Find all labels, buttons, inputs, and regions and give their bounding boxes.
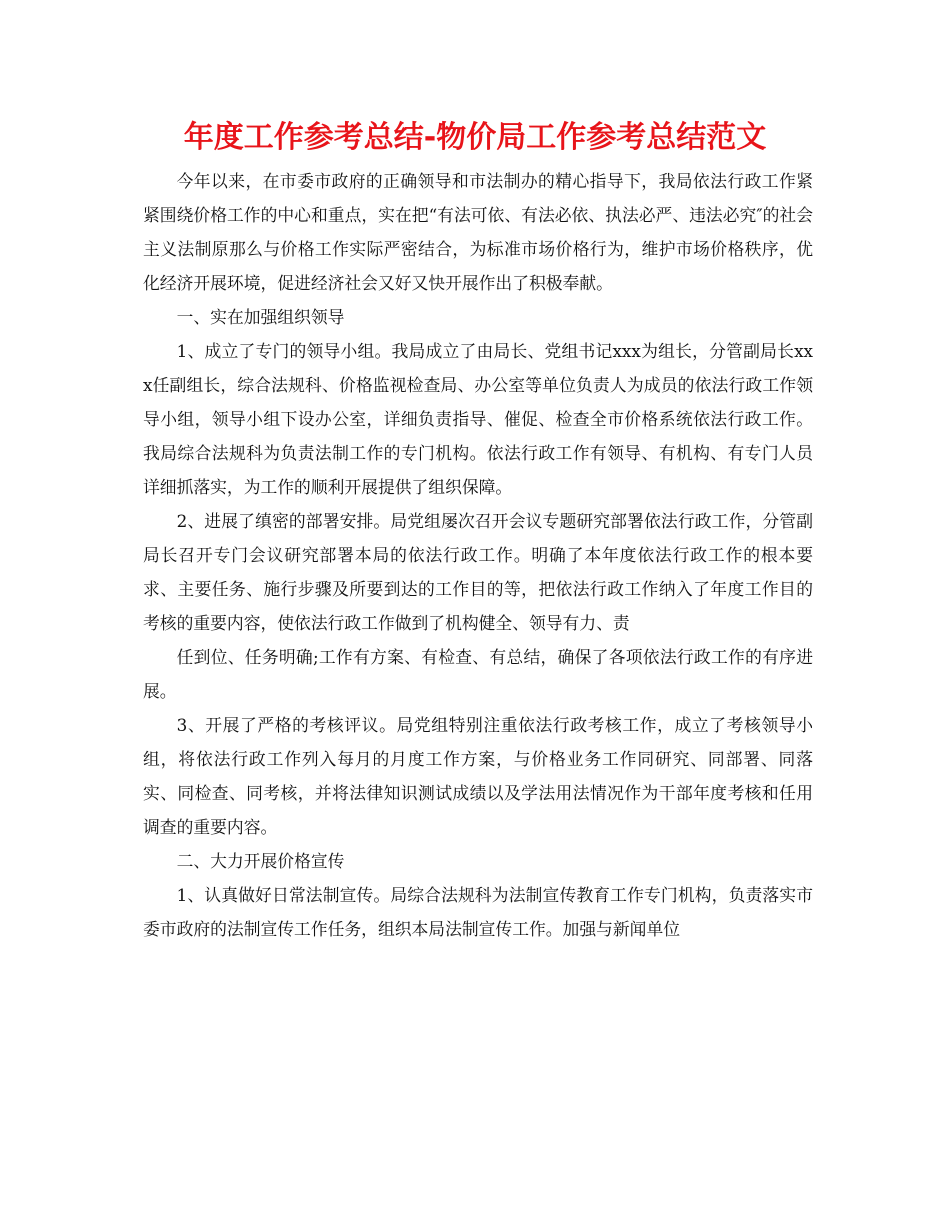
paragraph-1-1: 1、成立了专门的领导小组。我局成立了由局长、党组书记xxx为组长，分管副局长xxx任副组长，综合法规科、价格监视检查局、办公室等单位负责人为成员的依法行政工作领导小组，领导小组下设办公室，详细负责指导、催促、检查全市价格系统依法行政工作。我局综合法规科为负责法制工作的专门机构。依法行政工作有领导、有机构、有专门人员详细抓落实，为工作的顺利开展提供了组织保障。 [143, 341, 813, 497]
paragraph-1-2: 2、进展了缜密的部署安排。局党组屡次召开会议专题研究部署依法行政工作，分管副局长召开专门会议研究部署本局的依法行政工作。明确了本年度依法行政工作的根本要求、主要任务、施行步骤及所要到达的工作目的等，把依法行政工作纳入了年度工作目的考核的重要内容，使依法行政工作做到了机构健全、领导有力、责 [143, 511, 813, 633]
paragraph-1-3: 3、开展了严格的考核评议。局党组特别注重依法行政考核工作，成立了考核领导小组，将依法行政工作列入每月的月度工作方案，与价格业务工作同研究、同部署、同落实、同检查、同考核，并将法律知识测试成绩以及学法用法情况作为干部年度考核和任用调查的重要内容。 [143, 715, 813, 837]
document-body [143, 164, 813, 946]
paragraph-2-1: 1、认真做好日常法制宣传。局综合法规科为法制宣传教育工作专门机构，负责落实市委市政府的法制宣传工作任务，组织本局法制宣传工作。加强与新闻单位 [143, 885, 813, 939]
section-heading-2: 二、大力开展价格宣传 [176, 851, 345, 871]
section-heading-1: 一、实在加强组织领导 [176, 307, 345, 327]
paragraph-1-2-continued: 任到位、任务明确;工作有方案、有检查、有总结，确保了各项依法行政工作的有序进展。 [143, 647, 813, 701]
document-title: 年度工作参考总结-物价局工作参考总结范文 [183, 120, 767, 155]
paragraph-intro: 今年以来，在市委市政府的正确领导和市法制办的精心指导下，我局依法行政工作紧紧围绕价格工作的中心和重点，实在把“有法可依、有法必依、执法必严、违法必究″的社会主义法制原那么与价格工作实际严密结合，为标准市场价格行为，维护市场价格秩序，优化经济开展环境，促进经济社会又好又快开展作出了积极奉献。 [143, 171, 813, 293]
